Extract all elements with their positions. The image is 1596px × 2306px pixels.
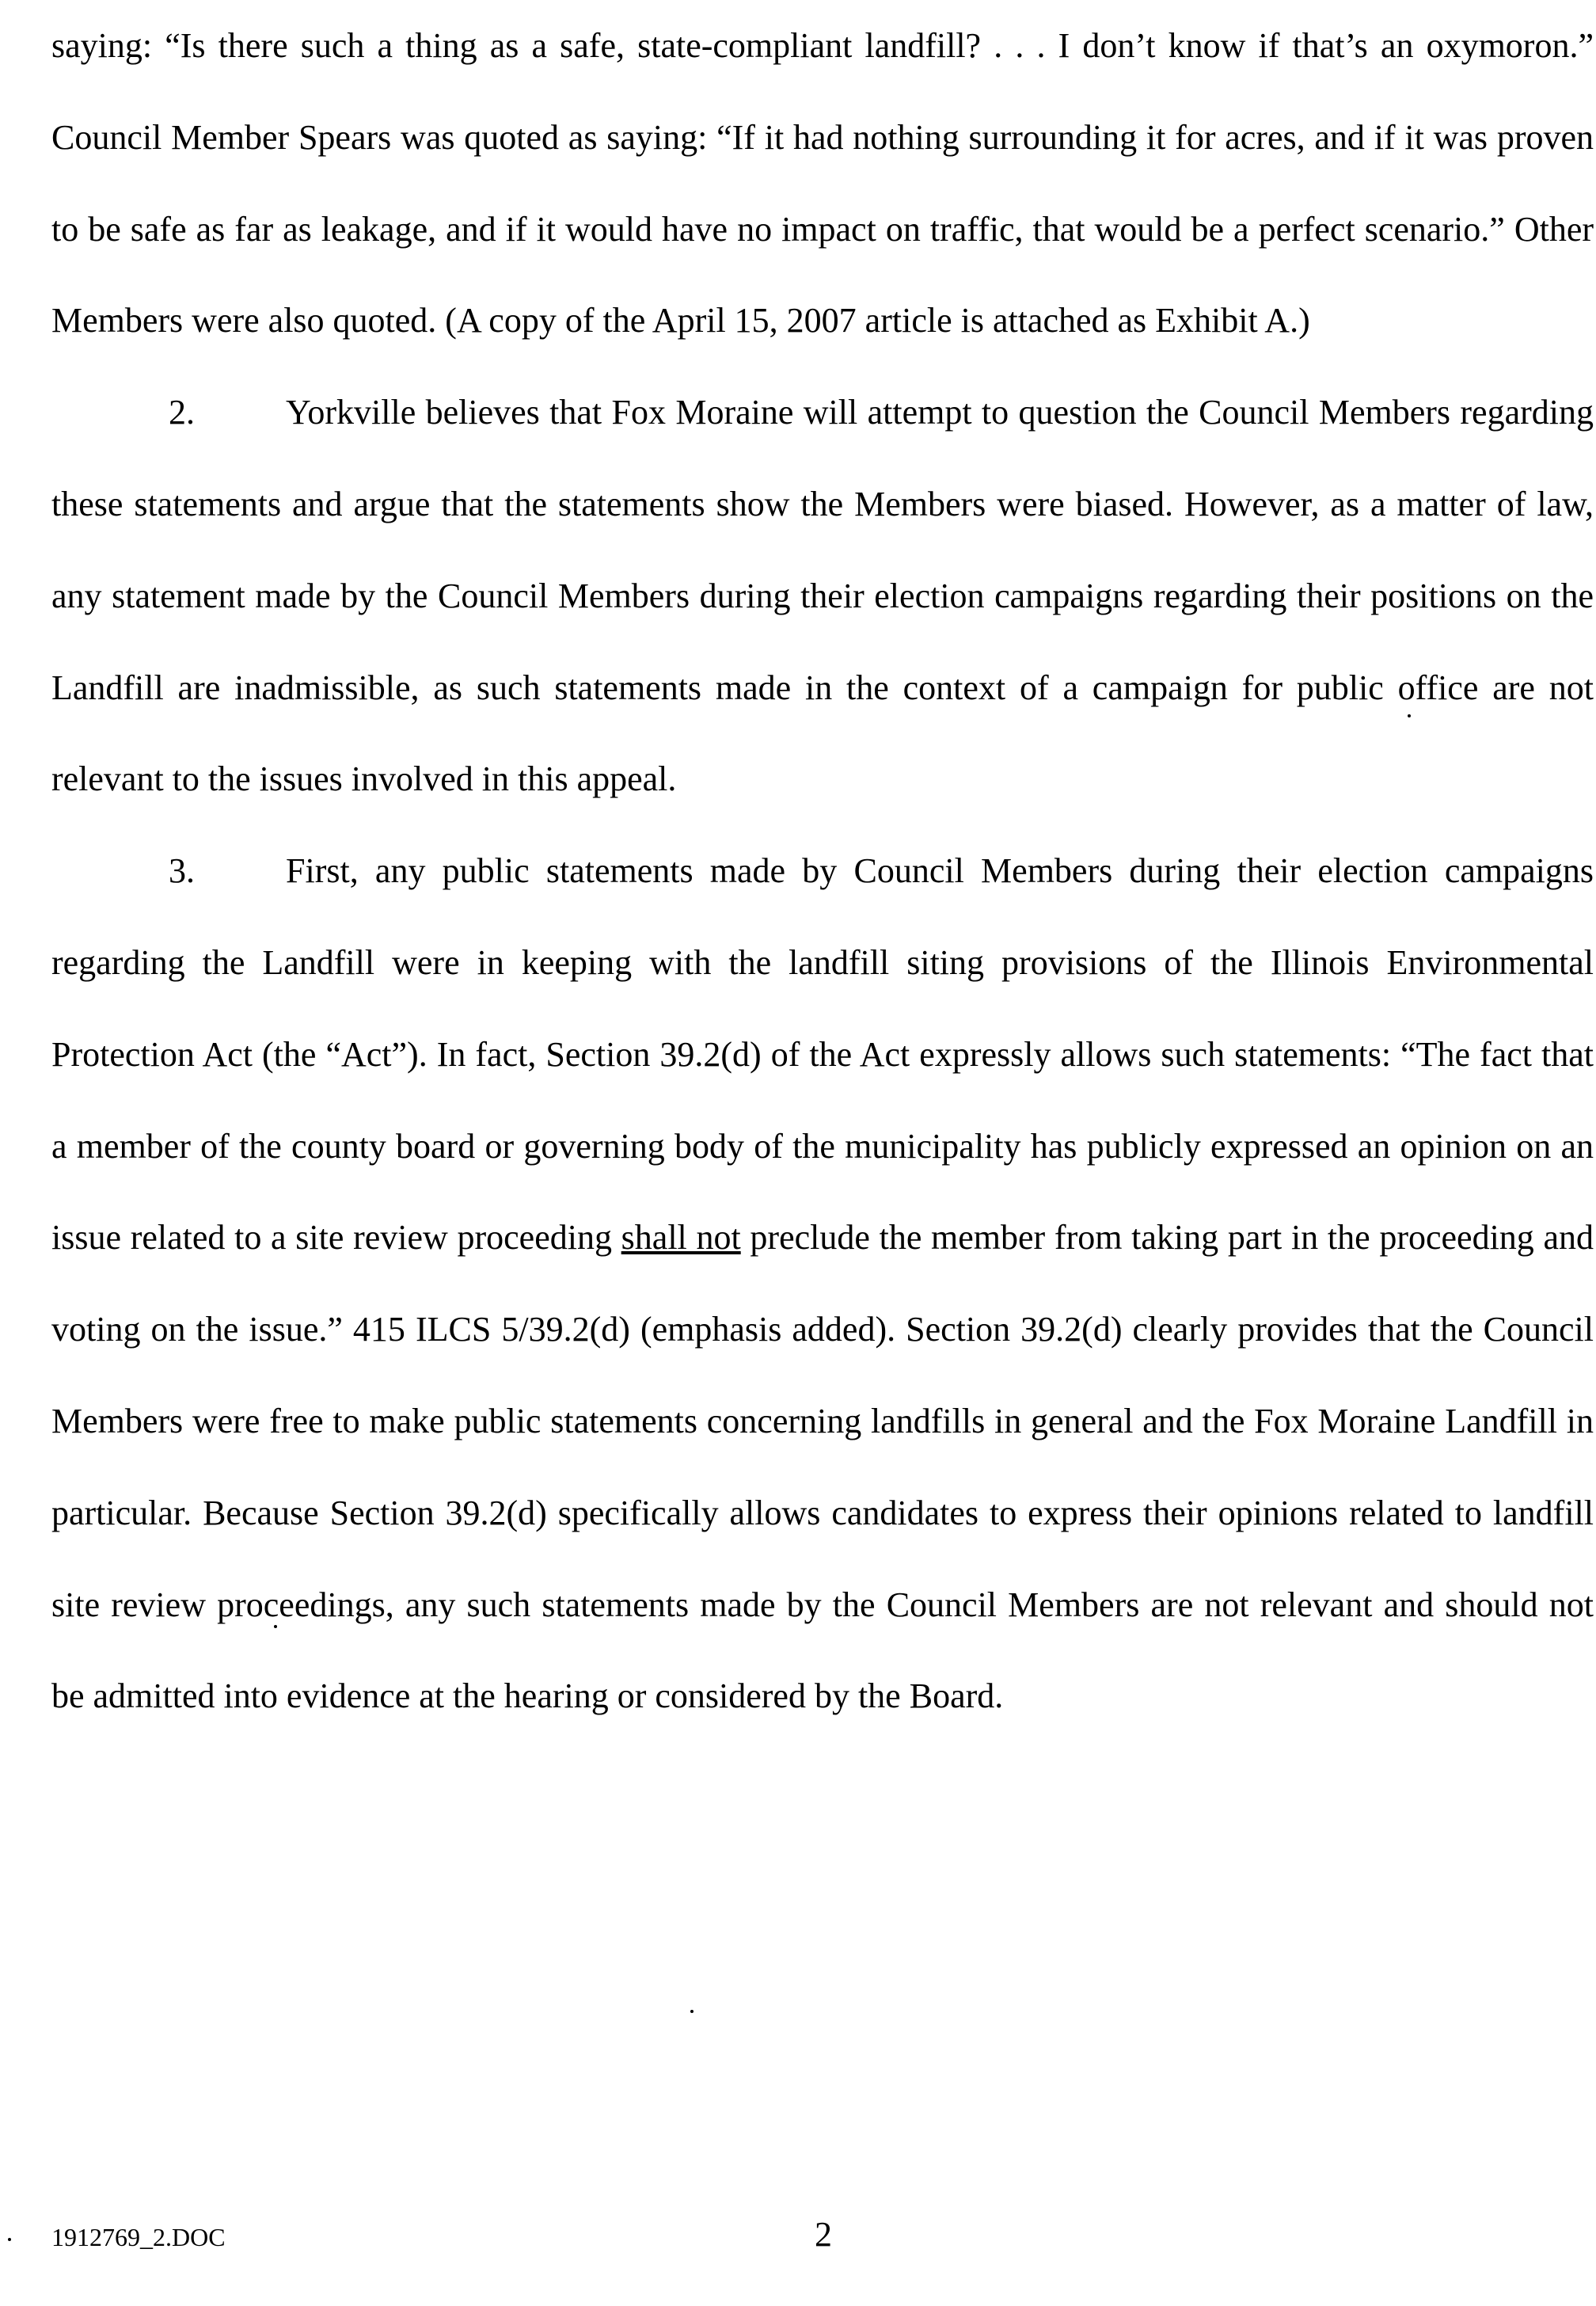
paragraph-3-number: 3. xyxy=(169,851,195,891)
scan-speck xyxy=(690,2010,694,2013)
body-text xyxy=(51,0,1594,1742)
scan-speck xyxy=(1408,714,1411,717)
emphasis-underline: shall not xyxy=(621,1218,741,1258)
footer-document-id: 1912769_2.DOC xyxy=(51,2223,226,2251)
paragraph-2 xyxy=(51,367,1594,825)
paragraph-3-text-after: preclude the member from taking part in the proceeding and voting on the issue.” 415 ILCS 5/39.2(d) (emphasis added). Section 39.2(d) clearly provides that the Council Members were free to make public statements concerning landfills in general and the Fox Moraine Landfill in particular. Because Section 39.2(d) specifically allows candidates to express their opinions related to landfill site review proceedings, any such statements made by the Council Members are not relevant and should not be admitted into evidence at the hearing or considered by the Board. xyxy=(51,1218,1594,1716)
paragraph-3 xyxy=(51,825,1594,1742)
paragraph-3-text-before: First, any public statements made by Council Members during their election campaigns regarding the Landfill were in keeping with the landfill siting provisions of the Illinois Environmental Protection Act (the “Act”). In fact, Section 39.2(d) of the Act expressly allows such statements: “The fact that a member of the county board or governing body of the municipality has publicly expressed an opinion on an issue related to a site review proceeding xyxy=(51,851,1594,1258)
footer-page-number: 2 xyxy=(815,2215,832,2254)
scan-speck xyxy=(274,1625,277,1628)
paragraph-2-text: Yorkville believes that Fox Moraine will attempt to question the Council Members regarding these statements and argue that the statements show the Members were biased. However, as a matter of law, any statement made by the Council Members during their election campaigns regarding their positions on the Landfill are inadmissible, as such statements made in the context of a campaign for public office are not relevant to the issues involved in this appeal. xyxy=(51,393,1594,799)
paragraph-2-number: 2. xyxy=(169,393,195,432)
scan-speck xyxy=(8,2238,11,2241)
paragraph-1-text: saying: “Is there such a thing as a safe, state-compliant landfill? . . . I don’t know if that’s an oxymoron.” Council Member Spears was quoted as saying: “If it had nothing surrounding it for acres, and if it was proven to be safe as far as leakage, and if it would have no impact on traffic, that would be a perfect scenario.” Other Members were also quoted. (A copy of the April 15, 2007 article is attached as Exhibit A.) xyxy=(51,26,1594,341)
paragraph-continuation xyxy=(51,0,1594,367)
